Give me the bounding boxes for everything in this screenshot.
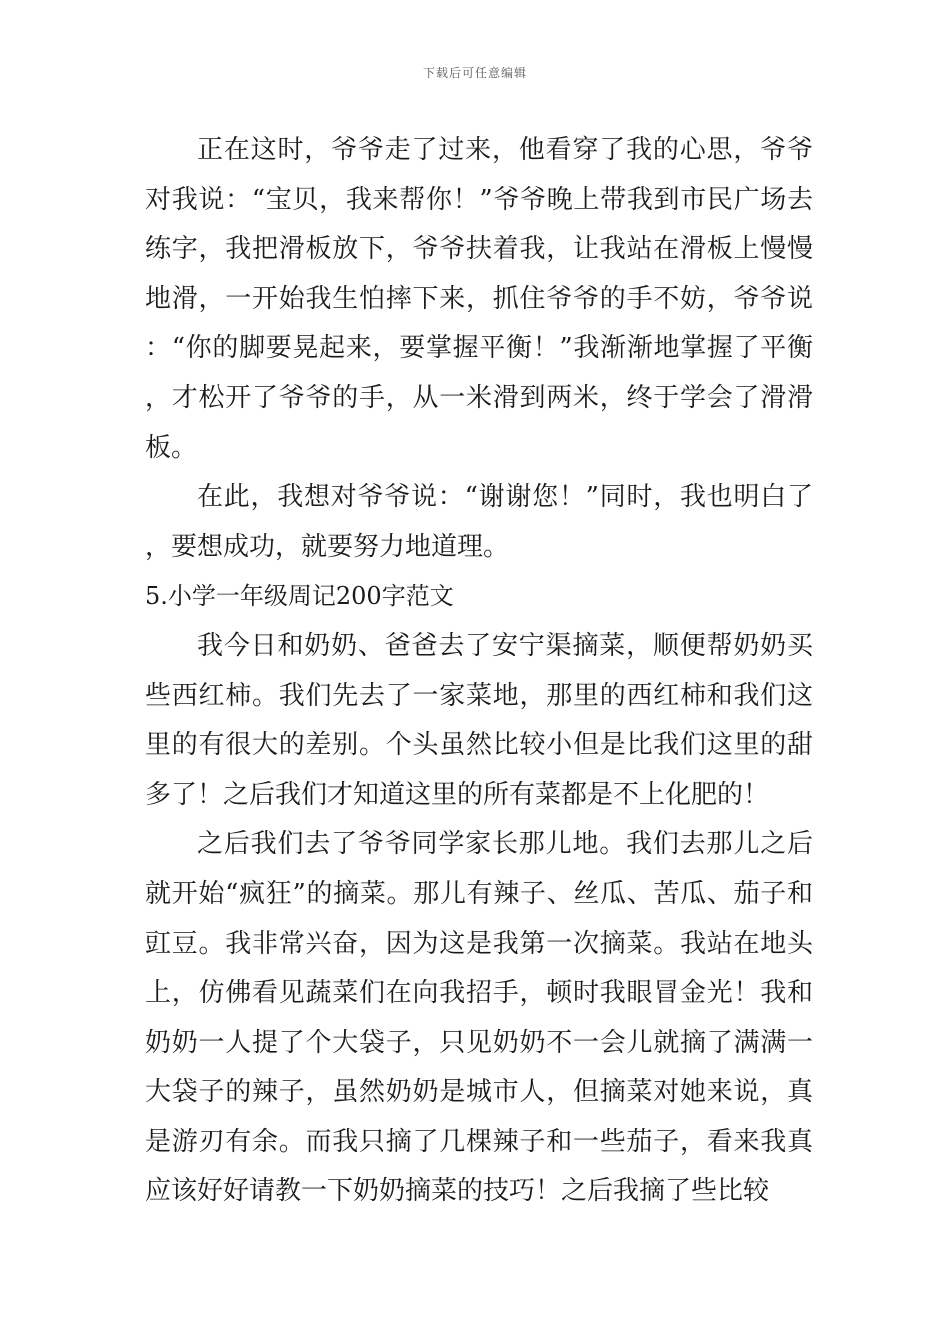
section-title: 5.小学一年级周记200字范文 xyxy=(145,582,454,611)
section-paragraph-1: 我今日和奶奶、爸爸去了安宁渠摘菜，顺便帮奶奶买些西红柿。我们先去了一家菜地，那里的西红柿和我们这里的有很大的差别。个头虽然比较小但是比我们这里的甜多了！之后我们才知道这里的所有菜都是不上化肥的！ xyxy=(145,630,813,810)
section-paragraph-2: 之后我们去了爷爷同学家长那儿地。我们去那儿之后就开始“疯狂”的摘菜。那儿有辣子、丝瓜、苦瓜、茄子和豇豆。我非常兴奋，因为这是我第一次摘菜。我站在地头上，仿佛看见蔬菜们在向我招手，顿时我眼冒金光！我和奶奶一人提了个大袋子，只见奶奶不一会儿就摘了满满一大袋子的辣子，虽然奶奶是城市人，但摘菜对她来说，真是游刃有余。而我只摘了几棵辣子和一些茄子，看来我真应该好好请教一下奶奶摘菜的技巧！之后我摘了些比较 xyxy=(145,829,813,1207)
page-header-note: 下载后可任意编辑 xyxy=(422,66,527,80)
document-body xyxy=(145,126,813,1217)
body-paragraph-2: 在此，我想对爷爷说：“谢谢您！”同时，我也明白了，要想成功，就要努力地道理。 xyxy=(145,482,813,562)
body-paragraph-1: 正在这时，爷爷走了过来，他看穿了我的心思，爷爷对我说：“宝贝，我来帮你！”爷爷晚上带我到市民广场去练字，我把滑板放下，爷爷扶着我，让我站在滑板上慢慢地滑，一开始我生怕摔下来，抓住爷爷的手不妨，爷爷说：“你的脚要晃起来，要掌握平衡！”我渐渐地掌握了平衡，才松开了爷爷的手，从一米滑到两米，终于学会了滑滑板。 xyxy=(145,135,813,463)
